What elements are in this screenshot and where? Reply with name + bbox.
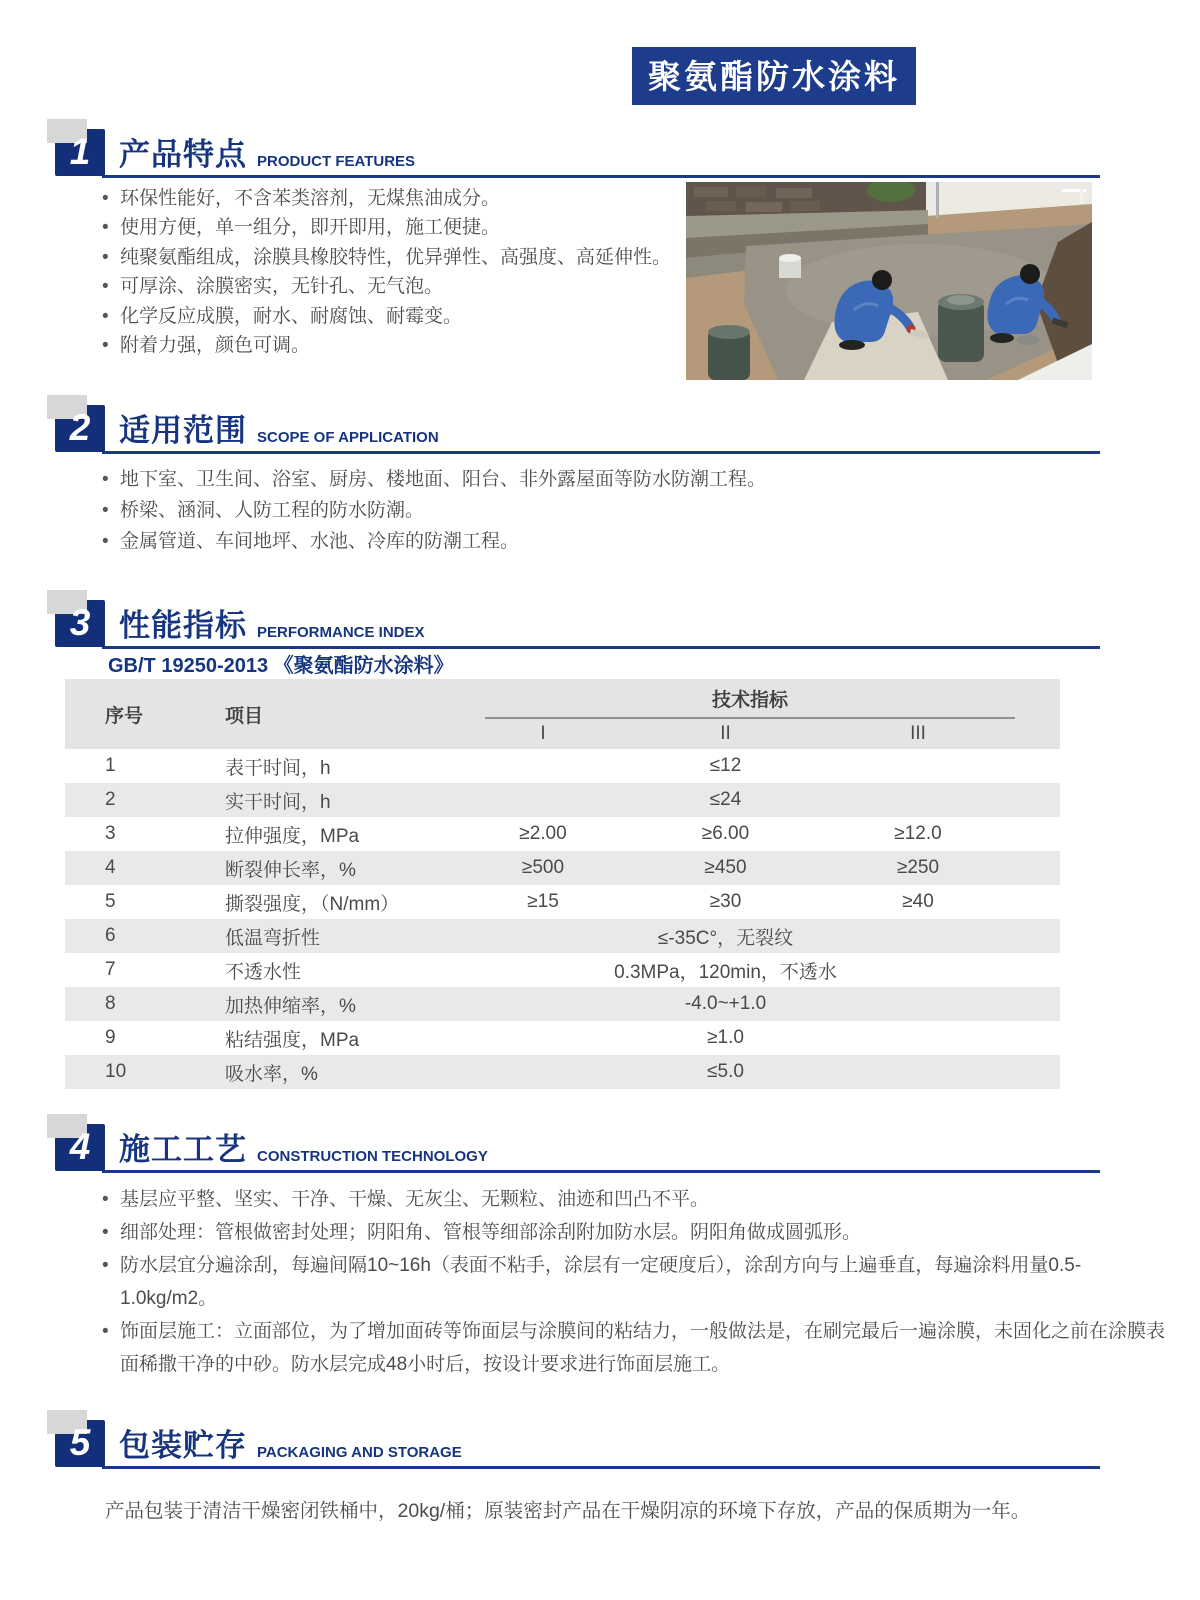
table-row: [65, 953, 1060, 987]
construction-list: [102, 1183, 1174, 1381]
column-header-tech: [465, 679, 1060, 719]
row-value-merged: ≤-35C°，无裂纹: [465, 919, 1060, 953]
product-features-list: [102, 184, 712, 360]
section-number-badge: 4: [55, 1124, 105, 1171]
row-item: 不透水性: [225, 961, 302, 983]
row-number: 7: [105, 959, 116, 980]
section-title-en: PACKAGING AND STORAGE: [257, 1444, 462, 1461]
row-value-2: ≥6.00: [701, 823, 750, 844]
row-item: 粘结强度，MPa: [225, 1029, 360, 1051]
table-row: [65, 885, 1060, 919]
photo-bucket: [779, 254, 801, 278]
row-number: 2: [65, 783, 195, 817]
section-title-zh: 适用范围: [119, 413, 247, 448]
section-title-en: SCOPE OF APPLICATION: [257, 429, 439, 446]
product-photo: [686, 182, 1092, 380]
row-item: 实干时间，h: [195, 783, 465, 817]
row-number: 10: [65, 1055, 195, 1089]
table-row: [65, 1055, 1060, 1089]
row-item: 吸水率，%: [195, 1055, 465, 1089]
list-item: • 基层应平整、坚实、干净、干燥、无灰尘、无颗粒、油迹和凹凸不平。: [102, 1183, 1174, 1216]
page-title: 聚氨酯防水涂料: [632, 47, 916, 105]
row-number: 1: [105, 755, 116, 776]
row-number: 3: [105, 823, 116, 844]
row-number: 4: [65, 851, 195, 885]
photo-barrel: [708, 325, 750, 380]
table-row: [65, 749, 1060, 783]
scope-list: [102, 464, 902, 557]
table-row: [65, 919, 1060, 953]
row-value-merged: ≥1.0: [707, 1027, 744, 1048]
section-title-zh: 施工工艺: [119, 1132, 247, 1167]
performance-table-body: [65, 749, 1060, 1089]
tech-level-2: II: [645, 719, 830, 749]
tech-level-1: I: [465, 719, 645, 749]
table-row: [65, 783, 1060, 817]
section-header-packaging: [55, 1417, 1100, 1467]
list-item: • 化学反应成膜，耐水、耐腐蚀、耐霉变。: [102, 302, 712, 331]
section-title-zh: 包装贮存: [119, 1428, 247, 1463]
list-item: • 环保性能好，不含苯类溶剂，无煤焦油成分。: [102, 184, 712, 213]
row-item: 低温弯折性: [195, 919, 465, 953]
section-header-product-features: [55, 126, 1100, 176]
row-number: 5: [105, 891, 116, 912]
row-value-3: ≥40: [902, 891, 934, 912]
row-number: 8: [65, 987, 195, 1021]
row-number: 9: [105, 1027, 116, 1048]
list-item: • 可厚涂、涂膜密实，无针孔、无气泡。: [102, 272, 712, 301]
section-underline: [102, 175, 1100, 178]
table-row: [65, 987, 1060, 1021]
row-number: 6: [65, 919, 195, 953]
list-item: • 防水层宜分遍涂刮，每遍间隔10~16h（表面不粘手，涂层有一定硬度后），涂刮方向与上遍垂直，每遍涂料用量0.5-1.0kg/m2。: [102, 1249, 1174, 1315]
column-header-no: 序号: [65, 679, 195, 749]
row-value-merged: ≤5.0: [465, 1055, 1060, 1089]
photo-pole: [936, 182, 939, 218]
row-value-3: ≥12.0: [894, 823, 942, 844]
column-header-item: 项目: [195, 679, 465, 749]
standard-reference: GB/T 19250-2013 《聚氨酯防水涂料》: [108, 655, 454, 677]
table-row: [65, 851, 1060, 885]
list-item: • 金属管道、车间地坪、水池、冷库的防潮工程。: [102, 526, 902, 557]
section-title-en: CONSTRUCTION TECHNOLOGY: [257, 1148, 488, 1165]
tech-index-label: 技术指标: [712, 690, 789, 711]
list-item: • 附着力强，颜色可调。: [102, 331, 712, 360]
row-value-merged: ≤12: [709, 755, 742, 776]
list-item: • 饰面层施工：立面部位，为了增加面砖等饰面层与涂膜间的粘结力，一般做法是，在刷完最后一遍涂膜，未固化之前在涂膜表面稀撒干净的中砂。防水层完成48小时后，按设计要求进行饰面层施工。: [102, 1315, 1174, 1381]
row-value-1: ≥2.00: [519, 823, 567, 844]
section-header-construction: [55, 1121, 1100, 1171]
list-item: • 细部处理：管根做密封处理；阴阳角、管根等细部涂刮附加防水层。阴阳角做成圆弧形。: [102, 1216, 1174, 1249]
row-value-2: ≥30: [709, 891, 742, 912]
row-item: 断裂伸长率，%: [195, 851, 465, 885]
row-value-1: ≥15: [527, 891, 559, 912]
section-title-zh: 产品特点: [119, 137, 247, 172]
packaging-paragraph: 产品包装于清洁干燥密闭铁桶中，20kg/桶；原装密封产品在干燥阴凉的环境下存放，产品的保质期为一年。: [105, 1500, 1031, 1522]
list-item: • 纯聚氨酯组成，涂膜具橡胶特性，优异弹性、高强度、高延伸性。: [102, 243, 712, 272]
table-row: [65, 1021, 1060, 1055]
row-value-merged: 0.3MPa，120min，不透水: [614, 961, 837, 983]
section-header-performance: [55, 597, 1100, 647]
section-underline: [102, 451, 1100, 454]
section-number-badge: 3: [55, 600, 105, 647]
section-title-en: PERFORMANCE INDEX: [257, 624, 425, 641]
list-item: • 桥梁、涵洞、人防工程的防水防潮。: [102, 495, 902, 526]
row-value-1: ≥500: [465, 851, 645, 885]
list-item: • 地下室、卫生间、浴室、厨房、楼地面、阳台、非外露屋面等防水防潮工程。: [102, 464, 902, 495]
section-title-zh: 性能指标: [119, 608, 247, 643]
row-value-merged: ≤24: [465, 783, 1060, 817]
row-value-2: ≥450: [645, 851, 830, 885]
performance-index-table: [65, 679, 1060, 1089]
photo-barrel: [938, 294, 984, 362]
section-underline: [102, 1170, 1100, 1173]
row-item: 撕裂强度，（N/mm）: [225, 893, 400, 915]
section-underline: [102, 1466, 1100, 1469]
row-item: 表干时间，h: [225, 757, 331, 779]
tech-level-3: III: [830, 719, 1060, 749]
section-number-badge: 1: [55, 129, 105, 176]
table-row: [65, 817, 1060, 851]
section-number-badge: 5: [55, 1420, 105, 1467]
row-item: 拉伸强度，MPa: [225, 825, 360, 847]
row-item: 加热伸缩率，%: [195, 987, 465, 1021]
section-title-en: PRODUCT FEATURES: [257, 153, 416, 170]
list-item: • 使用方便，单一组分，即开即用，施工便捷。: [102, 213, 712, 242]
row-value-3: ≥250: [830, 851, 1060, 885]
section-header-scope: [55, 402, 1100, 452]
section-number-badge: 2: [55, 405, 105, 452]
row-value-merged: -4.0~+1.0: [465, 987, 1060, 1021]
